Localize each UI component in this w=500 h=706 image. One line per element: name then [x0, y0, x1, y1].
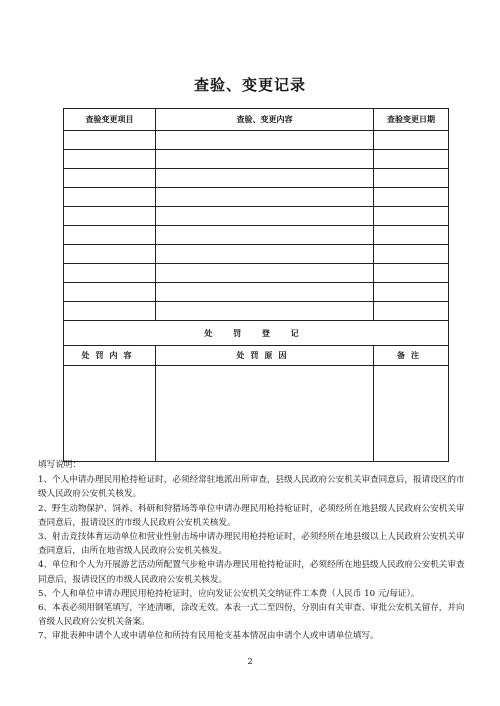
- penalty-section-title: 处 罚 登 记: [64, 321, 449, 346]
- instruction-item: 2、野生动物保护、饲养、科研和狩猎场等单位申请办理民用枪持枪证时，必须经所在地县级人民政府公安机关审查同意后，报请设区的市级人民政府公安机关核发。: [38, 503, 465, 528]
- page-title: 查验、变更记录: [193, 76, 306, 94]
- record-date-cell: [374, 302, 449, 321]
- record-row: [64, 169, 449, 188]
- record-date-cell: [374, 150, 449, 169]
- instruction-item: 4、单位和个人为开展游艺活动所配置气步枪申请办理民用枪持枪证时，必须经所在地县级人民政府公安机关审查同意后，报请设区的市级人民政府公安机关核发。: [38, 560, 465, 585]
- record-content-cell: [156, 131, 374, 150]
- penalty-reason-cell: [156, 366, 374, 462]
- record-item-cell: [64, 245, 156, 264]
- record-date-cell: [374, 245, 449, 264]
- instruction-item: 5、个人和单位申请办理民用枪持枪证时，应向发证公安机关交纳证件工本费（人民币 10 元/每证）。: [38, 588, 420, 599]
- record-item-cell: [64, 264, 156, 283]
- record-row: [64, 264, 449, 283]
- record-content-cell: [156, 264, 374, 283]
- record-row: [64, 188, 449, 207]
- record-content-cell: [156, 207, 374, 226]
- record-item-cell: [64, 207, 156, 226]
- filling-instructions: [38, 458, 468, 644]
- record-date-cell: [374, 188, 449, 207]
- instruction-item: 3、射击竞技体育运动单位和营业性射击场申请办理民用枪持枪证时，必须经所在地县级以上人民政府公安机关审查同意后，由所在地省级人民政府公安机关核发。: [38, 532, 465, 557]
- penalty-remarks-cell: [374, 366, 449, 462]
- table-header-row: [64, 109, 449, 131]
- record-item-cell: [64, 226, 156, 245]
- record-row: [64, 207, 449, 226]
- record-content-cell: [156, 188, 374, 207]
- instruction-item: 7、审批表种申请个人或申请单位和所持有民用枪支基本情况由申请个人或申请单位填写。: [38, 631, 379, 642]
- record-table: [63, 108, 449, 462]
- record-row: [64, 150, 449, 169]
- penalty-header-row: [64, 346, 449, 366]
- record-date-cell: [374, 207, 449, 226]
- header-item: 查验变更项目: [64, 109, 156, 131]
- record-item-cell: [64, 150, 156, 169]
- record-content-cell: [156, 283, 374, 302]
- instruction-item: 6、本表必须用钢笔填写，字迹清晰，涂改无效。本表一式二至四份，分别由有关审查、审批公安机关留存，并向省级人民政府公安机关备案。: [38, 603, 465, 628]
- record-content-cell: [156, 245, 374, 264]
- record-item-cell: [64, 169, 156, 188]
- record-content-cell: [156, 169, 374, 188]
- record-row: [64, 245, 449, 264]
- record-date-cell: [374, 226, 449, 245]
- penalty-section-row: [64, 321, 449, 346]
- record-row: [64, 302, 449, 321]
- penalty-content-cell: [64, 366, 156, 462]
- penalty-entry-row: [64, 366, 449, 462]
- penalty-header-content: 处罚内容: [64, 346, 156, 366]
- record-row: [64, 283, 449, 302]
- record-date-cell: [374, 169, 449, 188]
- record-item-cell: [64, 188, 156, 207]
- record-row: [64, 131, 449, 150]
- record-content-cell: [156, 150, 374, 169]
- header-date: 查验变更日期: [374, 109, 449, 131]
- record-date-cell: [374, 131, 449, 150]
- instruction-item: 1、个人申请办理民用枪持枪证时，必须经常驻地派出所审查，县级人民政府公安机关审查同意后，报请设区的市级人民政府公安机关核发。: [38, 475, 465, 500]
- penalty-header-remarks: 备注: [374, 346, 449, 366]
- penalty-header-reason: 处罚原因: [156, 346, 374, 366]
- record-item-cell: [64, 131, 156, 150]
- record-row: [64, 226, 449, 245]
- record-content-cell: [156, 302, 374, 321]
- page-number: 2: [247, 657, 253, 666]
- record-content-cell: [156, 226, 374, 245]
- record-item-cell: [64, 283, 156, 302]
- record-item-cell: [64, 302, 156, 321]
- record-date-cell: [374, 264, 449, 283]
- header-content: 查验、变更内容: [156, 109, 374, 131]
- instructions-heading: 填写说明：: [38, 460, 81, 470]
- record-date-cell: [374, 283, 449, 302]
